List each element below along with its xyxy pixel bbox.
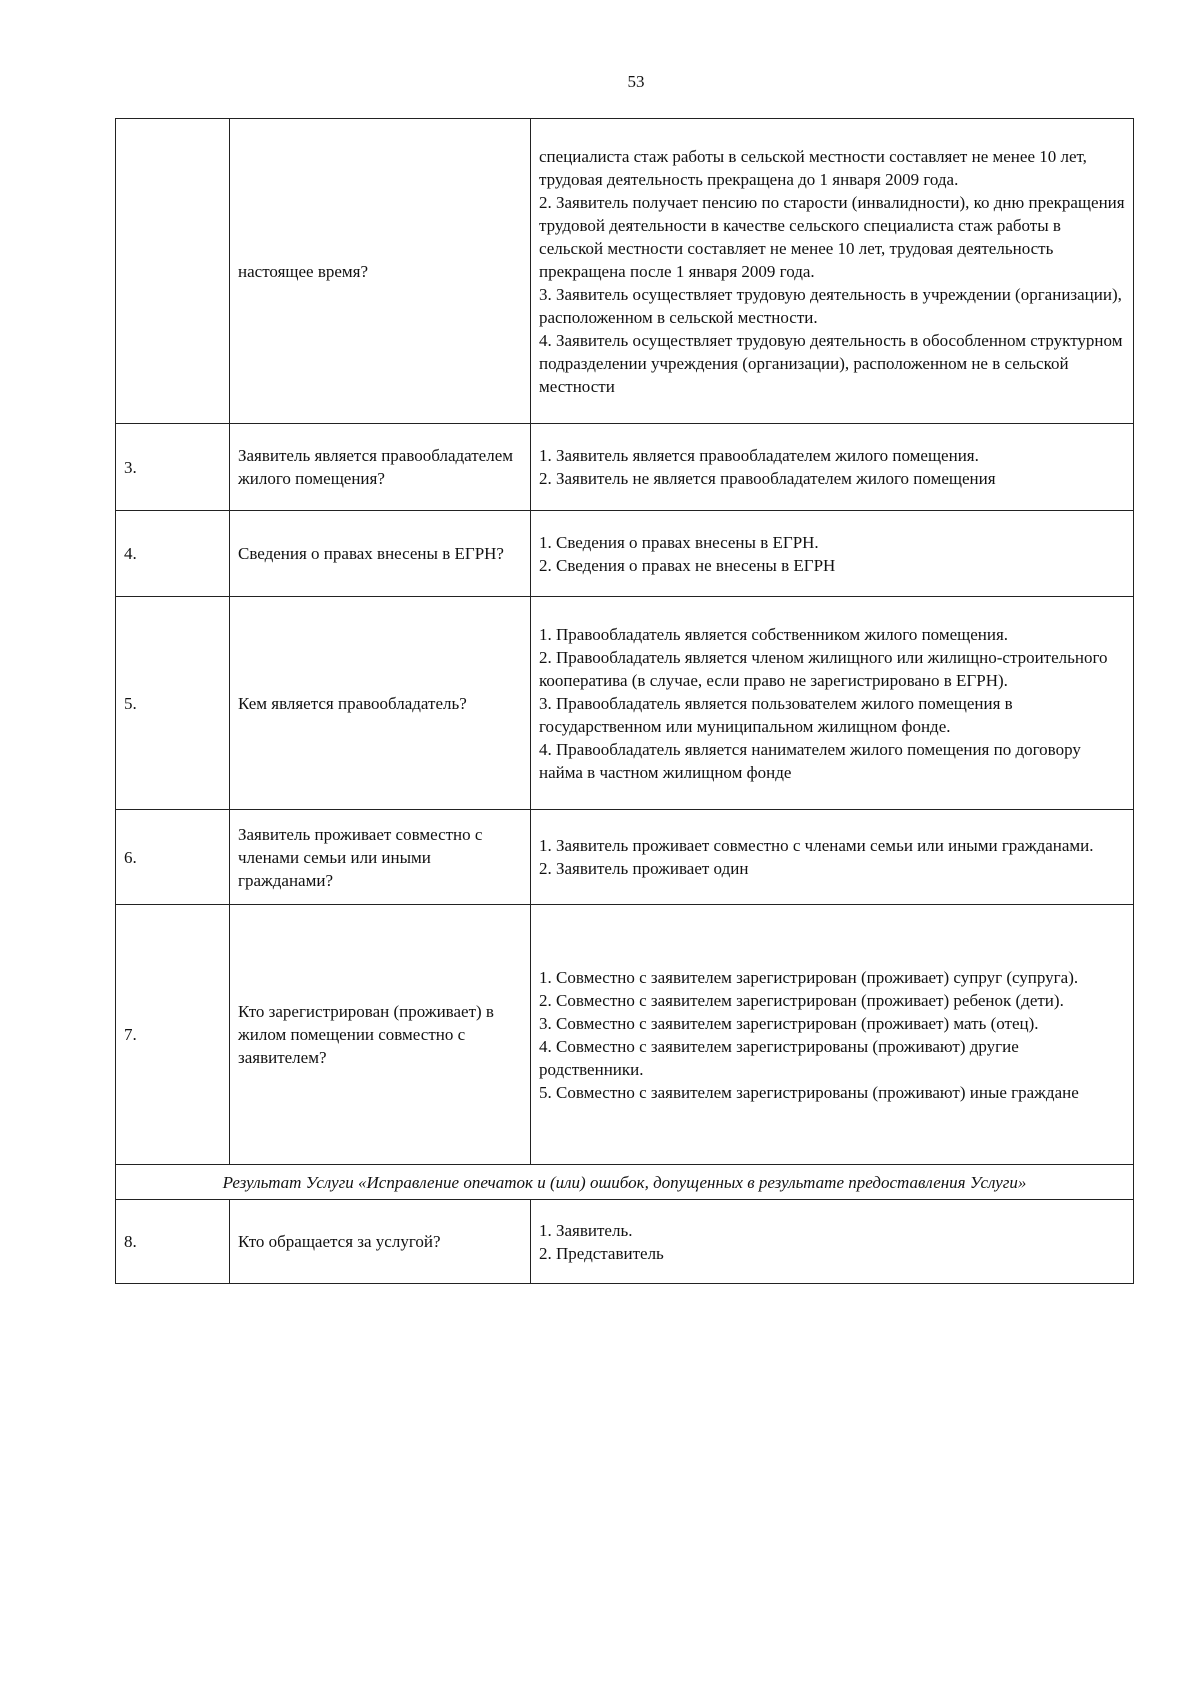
answer-item: 2. Представитель <box>539 1243 664 1263</box>
row-answers <box>531 905 1134 1165</box>
table-row <box>116 424 1134 511</box>
answer-item: 1. Сведения о правах внесены в ЕГРН. <box>539 532 819 552</box>
row-number: 6. <box>116 810 230 905</box>
row-question: настоящее время? <box>230 119 531 424</box>
row-answers <box>531 511 1134 597</box>
answer-item: 3. Правообладатель является пользователем жилого помещения в государственном или муниципальном жилищном фонде. <box>539 693 1017 736</box>
row-number: 7. <box>116 905 230 1165</box>
row-number: 5. <box>116 597 230 810</box>
row-question: Сведения о правах внесены в ЕГРН? <box>230 511 531 597</box>
page-number: 53 <box>627 72 645 91</box>
answer-item: 2. Правообладатель является членом жилищного или жилищно-строительного кооператива (в случае, если право не зарегистрировано в ЕГРН). <box>539 647 1112 690</box>
table-row <box>116 810 1134 905</box>
row-question: Кем является правообладатель? <box>230 597 531 810</box>
answer-item: 1. Заявитель. <box>539 1220 633 1240</box>
answer-item: специалиста стаж работы в сельской местности составляет не менее 10 лет, трудовая деятельность прекращена до 1 января 2009 года. <box>539 146 1092 189</box>
answer-item: 5. Совместно с заявителем зарегистрированы (проживают) иные граждане <box>539 1082 1079 1102</box>
row-question: Кто обращается за услугой? <box>230 1200 531 1284</box>
answer-item: 4. Заявитель осуществляет трудовую деятельность в обособленном структурном подразделении учреждения (организации), расположенном не в сельской местности <box>539 330 1127 396</box>
table-row <box>116 597 1134 810</box>
answer-item: 1. Заявитель является правообладателем жилого помещения. <box>539 446 979 465</box>
row-question: Заявитель является правообладателем жилого помещения? <box>230 424 531 511</box>
answer-item: 2. Совместно с заявителем зарегистрирован (проживает) ребенок (дети). <box>539 990 1064 1010</box>
row-number <box>116 119 230 424</box>
table-row <box>116 905 1134 1165</box>
answer-item: 3. Совместно с заявителем зарегистрирован (проживает) мать (отец). <box>539 1013 1039 1033</box>
row-answers <box>531 597 1134 810</box>
row-number: 8. <box>116 1200 230 1284</box>
criteria-table <box>115 118 1134 1284</box>
answer-item: 2. Сведения о правах не внесены в ЕГРН <box>539 555 836 575</box>
answer-item: 1. Правообладатель является собственником жилого помещения. <box>539 624 1009 644</box>
row-answers <box>531 1200 1134 1284</box>
row-answers <box>531 424 1134 511</box>
answer-item: 1. Совместно с заявителем зарегистрирован (проживает) супруг (супруга). <box>539 967 1079 987</box>
table-row <box>116 1200 1134 1284</box>
table-row <box>116 511 1134 597</box>
row-answers <box>531 119 1134 424</box>
row-number: 4. <box>116 511 230 597</box>
section-header-row <box>116 1165 1134 1200</box>
row-question: Кто зарегистрирован (проживает) в жилом помещении совместно с заявителем? <box>230 905 531 1165</box>
answer-item: 1. Заявитель проживает совместно с членами семьи или иными гражданами. <box>539 836 1094 855</box>
answer-item: 2. Заявитель проживает один <box>539 859 749 878</box>
section-title: Результат Услуги «Исправление опечаток и (или) ошибок, допущенных в результате предоставления Услуги» <box>116 1165 1134 1200</box>
answer-item: 2. Заявитель получает пенсию по старости (инвалидности), ко дню прекращения трудовой деятельности в качестве сельского специалиста стаж работы в сельской местности составляет не менее 10 лет, трудовая деятельность прекращена после 1 января 2009 года. <box>539 192 1129 281</box>
answer-item: 3. Заявитель осуществляет трудовую деятельность в учреждении (организации), расположенном в сельской местности. <box>539 284 1127 327</box>
table-row <box>116 119 1134 424</box>
row-question: Заявитель проживает совместно с членами семьи или иными гражданами? <box>230 810 531 905</box>
row-number: 3. <box>116 424 230 511</box>
answer-item: 4. Правообладатель является нанимателем жилого помещения по договору найма в частном жилищном фонде <box>539 739 1086 782</box>
answer-item: 4. Совместно с заявителем зарегистрированы (проживают) другие родственники. <box>539 1036 1024 1079</box>
row-answers <box>531 810 1134 905</box>
answer-item: 2. Заявитель не является правообладателем жилого помещения <box>539 469 996 488</box>
